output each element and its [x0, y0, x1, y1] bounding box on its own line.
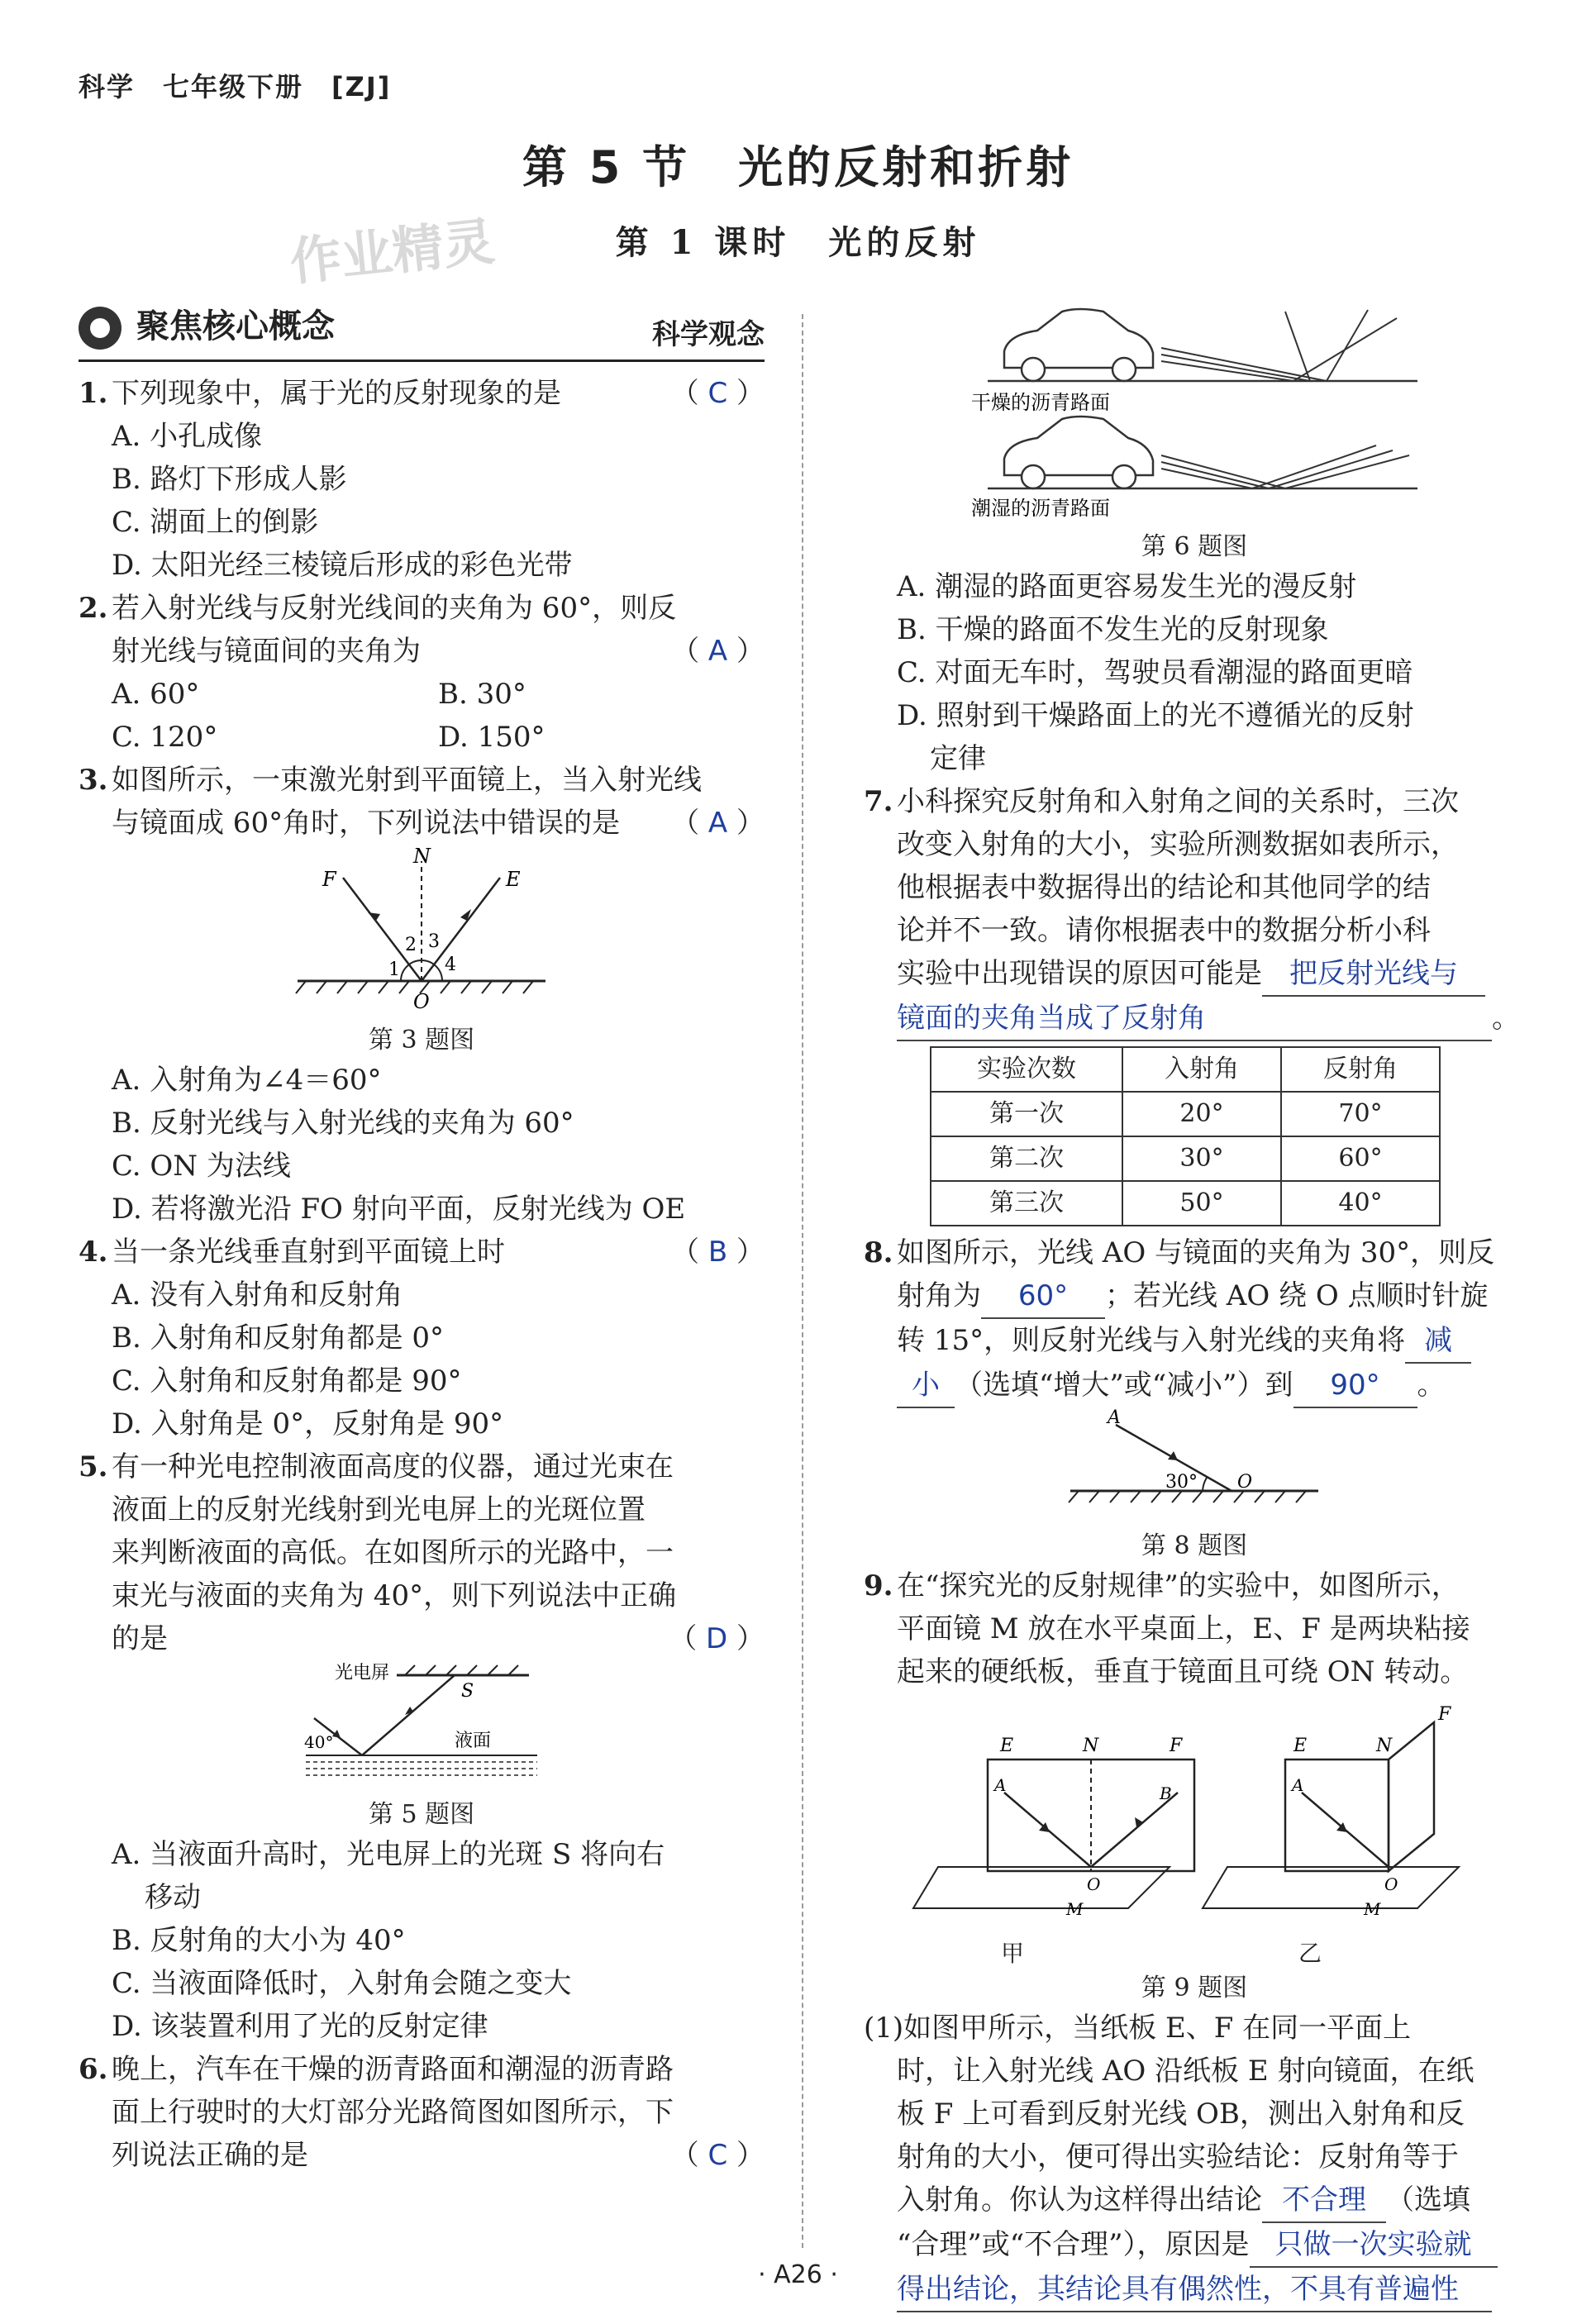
answer-bracket: （ D ） [669, 1622, 765, 1655]
question-text: 射角为 [897, 1279, 981, 1312]
question-text-line [864, 1364, 1525, 1408]
answer-value: D [706, 1622, 728, 1655]
question-text: 入射角。你认为这样得出结论 [897, 2183, 1262, 2217]
option-row [79, 716, 765, 759]
label-e: E [1293, 1736, 1308, 1756]
option: B. 反射角的大小为 40° [112, 1924, 406, 1957]
figure-caption: 第 5 题图 [368, 1800, 475, 1829]
section-header [79, 302, 765, 362]
answer-bracket: （ A ） [671, 807, 765, 840]
label-f: F [322, 868, 336, 891]
label-angle-3: 3 [428, 931, 440, 952]
question-number: 7. [864, 785, 893, 818]
option: C. 对面无车时，驾驶员看潮湿的路面更暗 [897, 656, 1413, 689]
label-angle: 30° [1165, 1472, 1198, 1493]
answer-value: C [707, 377, 728, 410]
option: A. 入射角为∠4＝60° [112, 1064, 382, 1097]
question-text: 有一种光电控制液面高度的仪器，通过光束在 [112, 1450, 674, 1483]
table-cell: 30° [1122, 1136, 1281, 1181]
question-text: 如图所示，光线 AO 与镜面的夹角为 30°，则反 [897, 1236, 1495, 1269]
table-cell: 60° [1281, 1136, 1440, 1181]
question-text: （选填“增大”或“减小”）到 [955, 1369, 1293, 1402]
label-o: O [1087, 1874, 1101, 1894]
page-number: · A26 · [758, 2260, 838, 2289]
question-text: 时，让入射光线 AO 沿纸板 E 射向镜面，在纸 [897, 2055, 1475, 2088]
option: A. 60° [112, 678, 200, 711]
question-text-line [79, 2134, 765, 2177]
question-9 [864, 1564, 1525, 1607]
question-number: 1. [79, 377, 108, 410]
answer-fill: 得出结论，其结论具有偶然性，不具有普遍性 [897, 2268, 1492, 2312]
question-text: (1)如图甲所示，当纸板 E、F 在同一平面上 [864, 2012, 1412, 2045]
option-row [79, 673, 765, 716]
option: B. 入射角和反射角都是 0° [112, 1321, 445, 1355]
question-number: 9. [864, 1569, 893, 1602]
answer-value: B [707, 1236, 728, 1269]
answer-fill: 小 [897, 1364, 955, 1408]
figure-5 [79, 1660, 765, 1797]
label-o: O [1237, 1472, 1253, 1493]
question-text-line [864, 1319, 1525, 1364]
table-cell: 第二次 [931, 1136, 1122, 1181]
answer-fill: 60° [981, 1274, 1105, 1319]
table-row [931, 1181, 1440, 1226]
label-e: E [1000, 1736, 1014, 1756]
option: C. 入射角和反射角都是 90° [112, 1364, 462, 1398]
question-text: 当一条光线垂直射到平面镜上时 [112, 1236, 505, 1269]
question-text-line [864, 997, 1525, 1041]
question-text-line [79, 630, 765, 673]
question-6 [79, 2048, 765, 2091]
question-text: 平面镜 M 放在水平桌面上，E、F 是两块粘接 [897, 1612, 1470, 1645]
answer-value: C [707, 2139, 728, 2172]
option: C. 当液面降低时，入射角会随之变大 [112, 1967, 572, 2000]
figure-3 [79, 845, 765, 1022]
option: A. 潮湿的路面更容易发生光的漫反射 [897, 570, 1357, 603]
option: D. 该装置利用了光的反射定律 [112, 2010, 488, 2043]
figure-8 [864, 1408, 1525, 1528]
table-row [931, 1092, 1440, 1136]
table-row [931, 1136, 1440, 1181]
figure-caption: 第 3 题图 [368, 1026, 475, 1055]
table-cell: 20° [1122, 1092, 1281, 1136]
label-e: E [506, 868, 521, 891]
question-text: 液面上的反射光线射到光电屏上的光斑位置 [112, 1493, 646, 1526]
option: C. 120° [112, 721, 218, 754]
question-text: 实验中出现错误的原因可能是 [897, 957, 1262, 990]
label-screen: 光电屏 [335, 1663, 390, 1683]
question-text: 如图所示，一束激光射到平面镜上，当入射光线 [112, 764, 702, 797]
question-text-line [79, 802, 765, 845]
question-3 [79, 759, 765, 802]
book-header: 科学 七年级下册 [ZJ] [79, 71, 392, 102]
section-label: 聚焦核心概念 [136, 307, 335, 345]
question-text: 板 F 上可看到反射光线 OB，测出入射角和反 [897, 2098, 1465, 2131]
column-divider [802, 314, 803, 2248]
question-text: ；若光线 AO 绕 O 点顺时针旋 [1105, 1279, 1489, 1312]
question-text-line [79, 1617, 765, 1660]
label-angle: 40° [304, 1732, 334, 1752]
label-a: A [1108, 1408, 1121, 1428]
option: 移动 [145, 1881, 201, 1914]
label-angle-4: 4 [445, 955, 456, 975]
answer-value: A [707, 807, 728, 840]
section-tag: 科学观念 [652, 318, 765, 351]
liquid-level-diagram [289, 1660, 554, 1784]
label-m: M [1066, 1899, 1084, 1919]
option: D. 太阳光经三棱镜后形成的彩色光带 [112, 549, 573, 582]
question-number: 5. [79, 1450, 108, 1483]
question-5 [79, 1445, 765, 1488]
table-header: 入射角 [1122, 1047, 1281, 1092]
subfigure-label: 甲 [1000, 1940, 1024, 1967]
question-number: 3. [79, 764, 108, 797]
question-text-line [864, 952, 1525, 997]
option: D. 照射到干燥路面上的光不遵循光的反射 [897, 699, 1414, 732]
question-text-line [864, 2179, 1525, 2223]
answer-fill: 不合理 [1262, 2179, 1386, 2223]
option: C. ON 为法线 [112, 1150, 291, 1183]
question-text: 论并不一致。请你根据表中的数据分析小科 [897, 914, 1431, 947]
answer-bracket: （ C ） [670, 2139, 765, 2172]
option: B. 反射光线与入射光线的夹角为 60° [112, 1107, 574, 1140]
question-number: 6. [79, 2053, 108, 2086]
watermark: 作业精灵 [287, 211, 498, 293]
answer-fill: 减 [1405, 1319, 1471, 1364]
answer-bracket: （ B ） [671, 1236, 765, 1269]
table-cell: 70° [1281, 1092, 1440, 1136]
label-o: O [1384, 1874, 1398, 1894]
label-m: M [1364, 1899, 1381, 1919]
label-n: N [1376, 1736, 1393, 1756]
cardboard-experiment-diagram [897, 1702, 1492, 1925]
label-s: S [461, 1681, 474, 1702]
question-text: 射光线与镜面间的夹角为 [112, 635, 421, 668]
label-angle-1: 1 [388, 960, 400, 980]
option: B. 路灯下形成人影 [112, 463, 347, 496]
option: B. 30° [438, 678, 526, 711]
table-cell: 40° [1281, 1181, 1440, 1226]
label-a: A [994, 1775, 1007, 1795]
question-text: 来判断液面的高低。在如图所示的光路中，一 [112, 1536, 674, 1569]
question-text: 束光与液面的夹角为 40°，则下列说法中正确 [112, 1579, 677, 1612]
question-1 [79, 372, 765, 415]
question-2 [79, 587, 765, 630]
subfigure-label: 乙 [1298, 1940, 1322, 1967]
label-o: O [413, 990, 430, 1010]
label-f: F [1438, 1704, 1451, 1725]
option: D. 入射角是 0°，反射角是 90° [112, 1407, 504, 1440]
question-8 [864, 1231, 1525, 1274]
option: A. 当液面升高时，光电屏上的光斑 S 将向右 [112, 1838, 665, 1871]
label-b: B [1160, 1783, 1172, 1803]
question-text: 改变入射角的大小，实验所测数据如表所示， [897, 828, 1459, 861]
label-f: F [1170, 1736, 1183, 1756]
label-angle-2: 2 [405, 935, 417, 955]
figure-caption: 第 6 题图 [1141, 532, 1248, 561]
question-4 [79, 1231, 765, 1274]
question-text: 与镜面成 60°角时，下列说法中错误的是 [112, 807, 621, 840]
label-dry-road: 干燥的沥青路面 [971, 391, 1110, 414]
table-cell: 第一次 [931, 1092, 1122, 1136]
option: A. 没有入射角和反射角 [112, 1279, 403, 1312]
label-n: N [413, 845, 431, 868]
road-reflection-diagram [938, 302, 1451, 517]
question-text: 面上行驶时的大灯部分光路简图如图所示，下 [112, 2096, 674, 2129]
table-header: 反射角 [1281, 1047, 1440, 1092]
answer-fill: 把反射光线与 [1262, 952, 1485, 997]
option: 定律 [930, 742, 986, 775]
answer-bracket: （ C ） [670, 377, 765, 410]
question-number: 4. [79, 1236, 108, 1269]
data-table [930, 1046, 1441, 1226]
question-text: 他根据表中数据得出的结论和其他同学的结 [897, 871, 1431, 904]
question-7 [864, 780, 1525, 823]
question-number: 2. [79, 592, 108, 625]
punctuation: 。 [1417, 1369, 1446, 1402]
right-column [864, 302, 1525, 2312]
section-title: 第 5 节 光的反射和折射 [522, 141, 1074, 193]
question-text: 在“探究光的反射规律”的实验中，如图所示， [897, 1569, 1460, 1602]
question-number: 8. [864, 1236, 893, 1269]
answer-fill: 只做一次实验就 [1250, 2223, 1498, 2268]
question-text: “合理”或“不合理”），原因是 [897, 2228, 1250, 2261]
label-a: A [1292, 1775, 1304, 1795]
lesson-subtitle: 第 1 课时 光的反射 [615, 223, 981, 262]
answer-value: A [707, 635, 728, 668]
question-text: 起来的硬纸板，垂直于镜面且可绕 ON 转动。 [897, 1655, 1469, 1688]
mirror-angle-diagram [1054, 1408, 1335, 1516]
label-n: N [1083, 1736, 1099, 1756]
question-text: 射角的大小，便可得出实验结论：反射角等于 [897, 2140, 1459, 2174]
question-text: 下列现象中，属于光的反射现象的是 [112, 377, 561, 410]
reflection-diagram [264, 845, 579, 1010]
question-text: 的是 [112, 1622, 168, 1655]
label-wet-road: 潮湿的沥青路面 [971, 497, 1110, 517]
question-text: 晚上，汽车在干燥的沥青路面和潮湿的沥青路 [112, 2053, 674, 2086]
subfigure-labels [864, 1937, 1459, 1970]
answer-fill: 90° [1293, 1364, 1417, 1408]
target-icon [79, 307, 121, 350]
figure-6 [864, 302, 1525, 529]
figure-caption: 第 9 题图 [1141, 1974, 1248, 2002]
question-text: 若入射光线与反射光线间的夹角为 60°，则反 [112, 592, 677, 625]
option: A. 小孔成像 [112, 420, 263, 453]
question-text: （选填 [1386, 2183, 1470, 2217]
question-text-line [864, 1274, 1525, 1319]
option: B. 干燥的路面不发生光的反射现象 [897, 613, 1329, 646]
answer-fill: 镜面的夹角当成了反射角 [897, 997, 1492, 1041]
table-header: 实验次数 [931, 1047, 1122, 1092]
table-cell: 50° [1122, 1181, 1281, 1226]
option: C. 湖面上的倒影 [112, 506, 319, 539]
figure-caption: 第 8 题图 [1141, 1531, 1248, 1560]
question-text: 转 15°，则反射光线与入射光线的夹角将 [897, 1324, 1406, 1357]
punctuation: 。 [1492, 1002, 1520, 1035]
left-column [79, 302, 765, 2177]
question-text: 列说法正确的是 [112, 2139, 308, 2172]
table-cell: 第三次 [931, 1181, 1122, 1226]
answer-bracket: （ A ） [671, 635, 765, 668]
option: D. 150° [438, 721, 545, 754]
label-liquid: 液面 [455, 1731, 492, 1751]
option: D. 若将激光沿 FO 射向平面，反射光线为 OE [112, 1193, 686, 1226]
figure-9 [864, 1702, 1525, 1937]
question-text: 小科探究反射角和入射角之间的关系时，三次 [897, 785, 1459, 818]
